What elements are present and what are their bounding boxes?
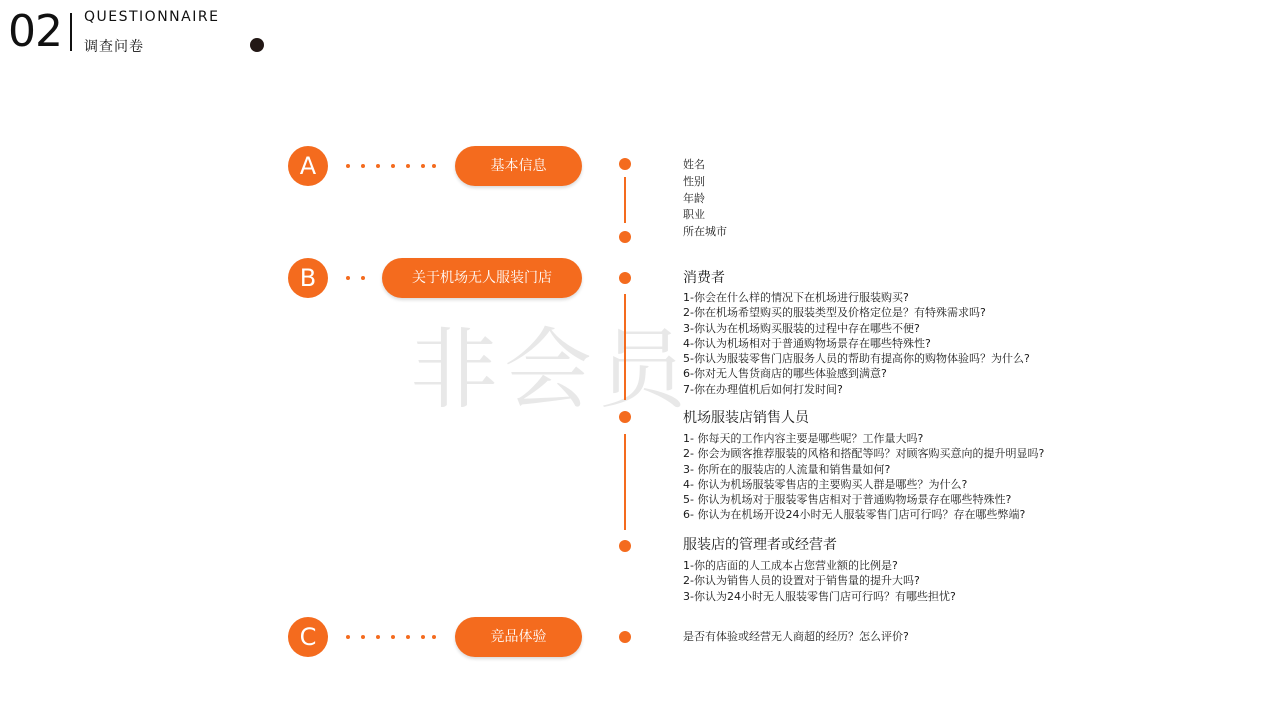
question-item: 7-你在办理值机后如何打发时间? [683, 382, 843, 396]
question-item: 4- 你认为机场服装零售店的主要购买人群是哪些？为什么? [683, 477, 968, 491]
group-title-manager: 服装店的管理者或经营者 [683, 537, 837, 553]
timeline-line [624, 294, 626, 400]
timeline-node [619, 231, 631, 243]
basic-info-item: 性别 [683, 174, 705, 188]
basic-info-item: 年龄 [683, 191, 705, 205]
question-item: 6- 你认为在机场开设24小时无人服装零售门店可行吗？存在哪些弊端? [683, 508, 1026, 522]
section-a-label: 基本信息 [455, 146, 582, 186]
timeline-node [619, 158, 631, 170]
competitor-question: 是否有体验或经营无人商超的经历？怎么评价? [683, 630, 909, 643]
question-item: 3- 你所在的服装店的人流量和销售量如何? [683, 462, 891, 476]
section-c-dots [346, 635, 436, 639]
section-b-marker: B [288, 258, 328, 298]
section-a-dots [346, 164, 436, 168]
section-b-dots [346, 276, 366, 280]
basic-info-item: 职业 [683, 208, 705, 222]
question-item: 1- 你每天的工作内容主要是哪些呢？工作量大吗? [683, 432, 924, 445]
group-title-consumer: 消费者 [683, 270, 725, 286]
question-item: 3-你认为在机场购买服装的过程中存在哪些不便? [683, 321, 920, 335]
section-title-cn: 调查问卷 [84, 39, 144, 55]
sales-question-list [683, 431, 1044, 523]
question-item: 4-你认为机场相对于普通购物场景存在哪些特殊性? [683, 336, 931, 350]
timeline-line [624, 434, 626, 530]
section-a-marker: A [288, 146, 328, 186]
question-item: 1-你会在什么样的情况下在机场进行服装购买? [683, 291, 909, 304]
watermark: 非会员 [410, 318, 693, 421]
header-divider [70, 13, 72, 51]
basic-info-item: 所在城市 [683, 225, 727, 239]
consumer-question-list [683, 290, 1030, 397]
question-item: 6-你对无人售货商店的哪些体验感到满意? [683, 367, 887, 381]
question-item: 2-你在机场希望购买的服装类型及价格定位是？有特殊需求吗? [683, 306, 986, 320]
section-title-en: QUESTIONNAIRE [84, 9, 220, 25]
header-dot [250, 38, 264, 52]
question-item: 3-你认为24小时无人服装零售门店可行吗？有哪些担忧? [683, 589, 956, 603]
question-item: 5-你认为服装零售门店服务人员的帮助有提高你的购物体验吗？为什么? [683, 352, 1030, 366]
timeline-node [619, 272, 631, 284]
question-item: 2- 你会为顾客推荐服装的风格和搭配等吗？对顾客购买意向的提升明显吗? [683, 447, 1045, 461]
group-title-sales-staff: 机场服装店销售人员 [683, 410, 809, 426]
timeline-node [619, 411, 631, 423]
question-item: 2-你认为销售人员的设置对于销售量的提升大吗? [683, 574, 920, 588]
timeline-line [624, 177, 626, 223]
timeline-node [619, 540, 631, 552]
section-number: 02 [8, 6, 62, 57]
basic-info-item: 姓名 [683, 158, 705, 171]
question-item: 5- 你认为机场对于服装零售店相对于普通购物场景存在哪些特殊性? [683, 493, 1012, 507]
section-c-marker: C [288, 617, 328, 657]
section-b-label: 关于机场无人服装门店 [382, 258, 582, 298]
section-c-label: 竞品体验 [455, 617, 582, 657]
basic-info-list [683, 157, 727, 241]
manager-question-list [683, 558, 956, 604]
question-item: 1-你的店面的人工成本占您营业额的比例是? [683, 559, 898, 572]
timeline-node [619, 631, 631, 643]
